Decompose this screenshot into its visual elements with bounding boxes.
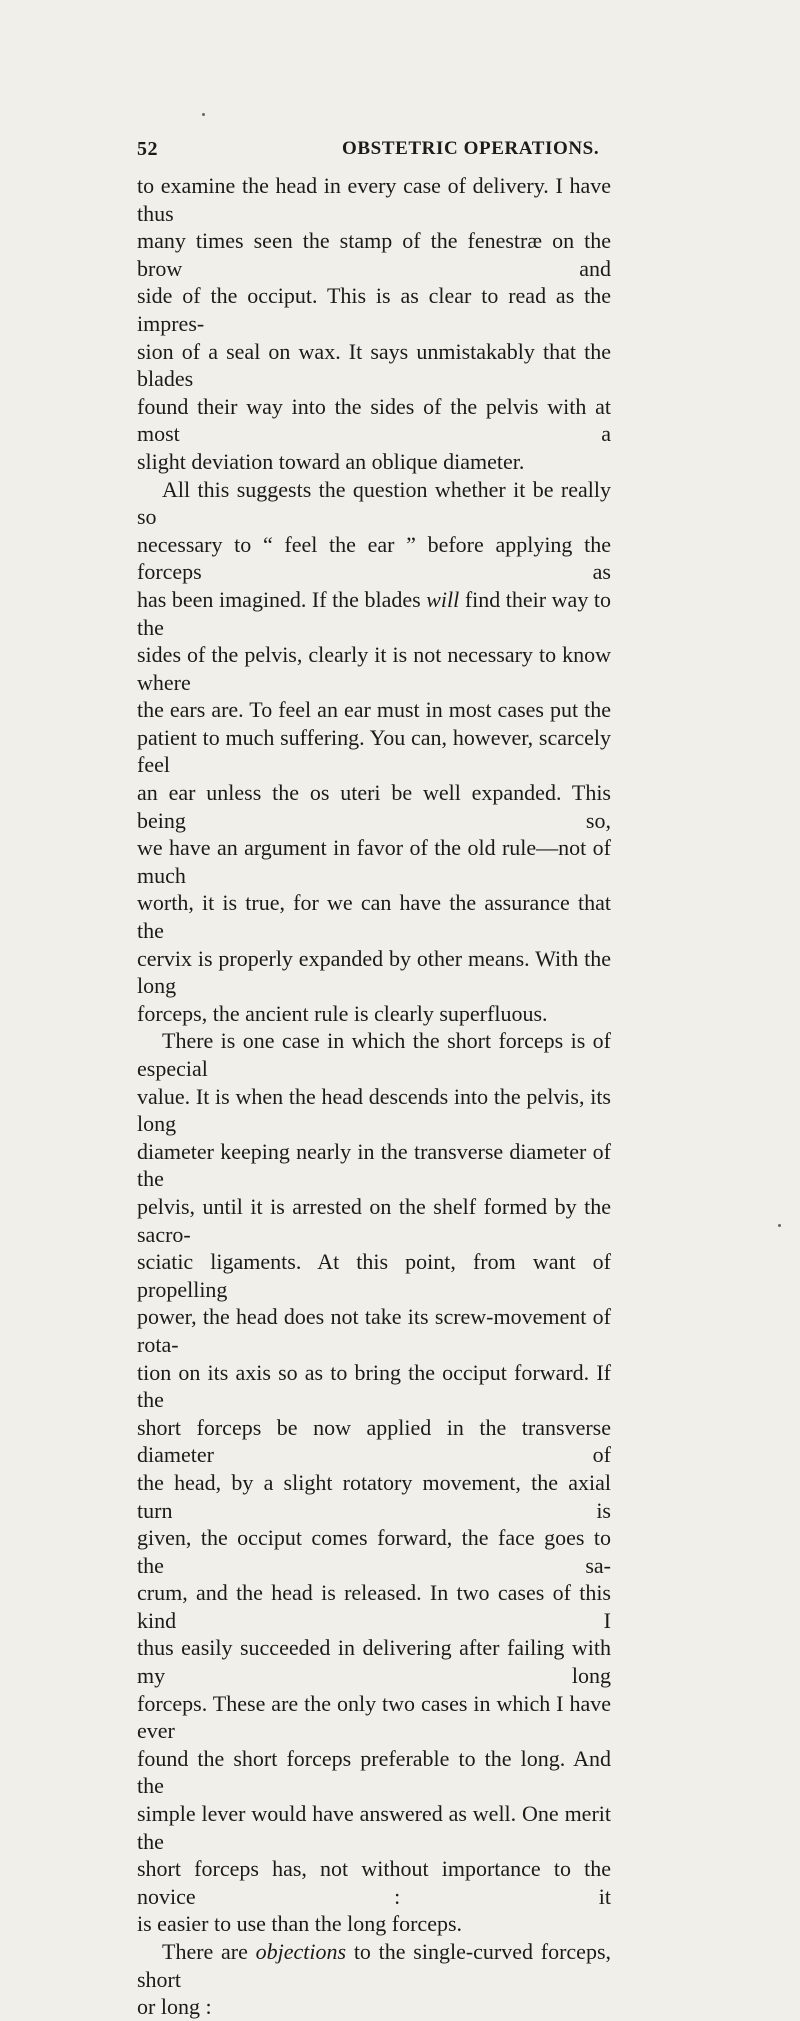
emphasized-word: objections	[255, 1939, 347, 1964]
text-line: patient to much suffering. You can, however, scarcely feel	[137, 724, 611, 778]
text-line: diameter keeping nearly in the transverse diameter of the	[137, 1138, 611, 1192]
body-text	[137, 172, 611, 2021]
text-line: value. It is when the head descends into the pelvis, its long	[137, 1083, 611, 1137]
text-line: slight deviation toward an oblique diameter.	[137, 448, 525, 474]
emphasized-word: will	[426, 586, 460, 612]
text-run: has been imagined. If the blades	[137, 586, 427, 612]
text-line: or long :	[137, 1994, 212, 2020]
text-line: short forceps be now applied in the transverse diameter of	[137, 1414, 611, 1468]
text-line: forceps. These are the only two cases in which I have ever	[137, 1690, 611, 1744]
text-line: is easier to use than the long forceps.	[137, 1911, 463, 1937]
text-line: All this suggests the question whether it be really so	[137, 476, 611, 530]
text-line: tion on its axis so as to bring the occiput forward. If the	[137, 1359, 611, 1413]
text-run: find their way to the	[137, 586, 611, 640]
text-line-with-emphasis	[137, 586, 611, 641]
text-line: we have an argument in favor of the old rule—not of much	[137, 835, 611, 888]
text-line: many times seen the stamp of the fenestræ on the brow and	[137, 228, 611, 281]
running-title: OBSTETRIC OPERATIONS.	[342, 138, 600, 159]
text-line: to examine the head in every case of delivery. I have thus	[137, 173, 611, 226]
text-line: cervix is properly expanded by other means. With the long	[137, 945, 611, 999]
text-line: simple lever would have answered as well. One merit the	[137, 1801, 611, 1854]
page-number: 52	[137, 138, 158, 160]
text-line: forceps, the ancient rule is clearly superfluous.	[137, 1000, 548, 1026]
text-line: pelvis, until it is arrested on the shelf formed by the sacro-	[137, 1193, 611, 1247]
paper-speck	[202, 113, 205, 116]
running-head	[137, 138, 612, 162]
paper-speck	[778, 1224, 781, 1227]
text-line: the head, by a slight rotatory movement, the axial turn is	[137, 1469, 611, 1523]
text-line: found the short forceps preferable to the long. And the	[137, 1745, 611, 1799]
text-line-with-emphasis	[137, 1938, 611, 1993]
text-line: worth, it is true, for we can have the assurance that the	[137, 890, 611, 944]
text-line: the ears are. To feel an ear must in most cases put the	[137, 697, 611, 723]
text-line: There is one case in which the short forceps is of especial	[137, 1028, 611, 1081]
text-line: found their way into the sides of the pelvis with at most a	[137, 393, 611, 447]
text-line: power, the head does not take its screw-movement of rota-	[137, 1304, 611, 1357]
text-run: to the single-curved forceps, short	[137, 1939, 612, 1992]
text-line: given, the occiput comes forward, the face goes to the sa-	[137, 1525, 611, 1578]
text-line: sides of the pelvis, clearly it is not necessary to know where	[137, 642, 611, 695]
text-line: side of the occiput. This is as clear to read as the impres-	[137, 283, 611, 336]
text-line: crum, and the head is released. In two cases of this kind I	[137, 1580, 611, 1633]
text-line: thus easily succeeded in delivering after failing with my long	[137, 1635, 611, 1689]
text-line: short forceps has, not without importance to the novice : it	[137, 1856, 611, 1909]
text-run: There are	[162, 1939, 256, 1964]
text-line: sion of a seal on wax. It says unmistakably that the blades	[137, 338, 611, 392]
text-line: sciatic ligaments. At this point, from want of propelling	[137, 1249, 611, 1302]
text-line: an ear unless the os uteri be well expanded. This being so,	[137, 780, 611, 833]
text-line: necessary to “ feel the ear ” before applying the forceps as	[137, 531, 611, 585]
